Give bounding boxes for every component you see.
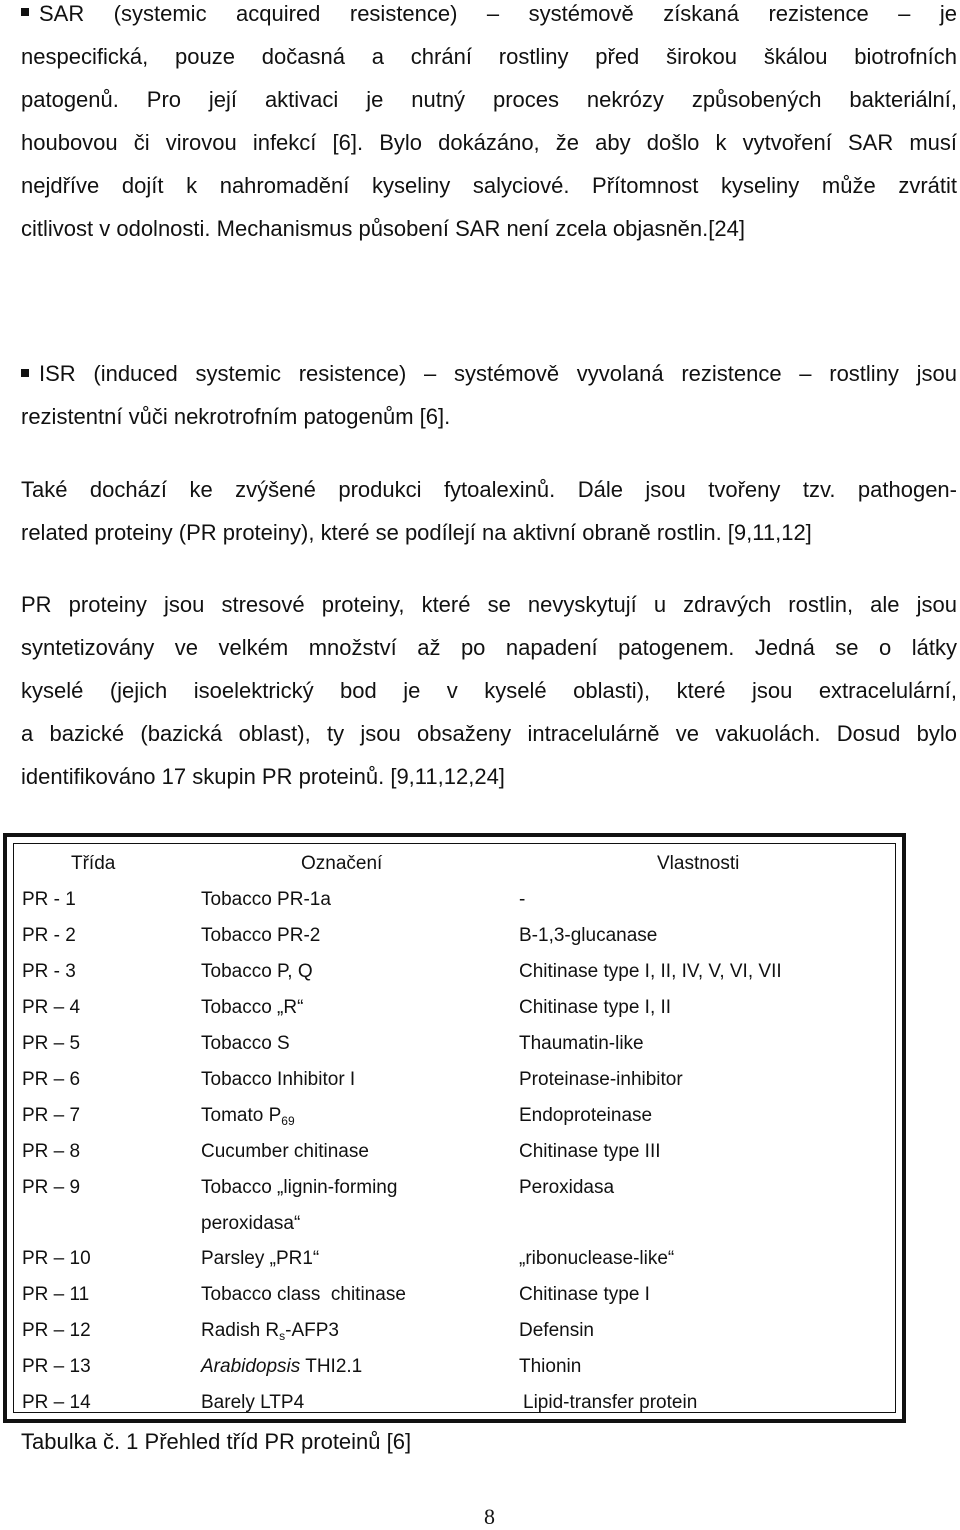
cell-property: B-1,3-glucanase [519, 925, 658, 946]
cell-property: Endoproteinase [519, 1105, 653, 1126]
text-line: kyselé (jejich isoelektrický bod je v kyselé oblasti), které jsou extracelulární, [21, 678, 957, 703]
cell-designation: Tobacco Inhibitor I [201, 1069, 356, 1090]
bullet-icon [21, 8, 29, 16]
cell-designation: Tobacco „lignin-forming [201, 1177, 398, 1198]
cell-property: Lipid-transfer protein [523, 1392, 698, 1413]
cell-property: Chitinase type I, II, IV, V, VI, VII [519, 961, 782, 982]
cell-designation: Tobacco PR-1a [201, 889, 331, 910]
pr-classes-table [3, 833, 906, 1423]
text-line: syntetizovány ve velkém množství až po napadení patogenem. Jedná se o látky [21, 635, 957, 660]
table-caption: Tabulka č. 1 Přehled tříd PR proteinů [6] [21, 1429, 412, 1454]
text-line: ISR (induced systemic resistence) – systémově vyvolaná rezistence – rostliny jsou [39, 361, 957, 386]
table-inner-frame [13, 843, 896, 1413]
cell-property: Chitinase type III [519, 1141, 661, 1162]
designation-suffix: -AFP3 [285, 1320, 340, 1341]
cell-class: PR - 1 [22, 889, 76, 910]
cell-designation [201, 1319, 339, 1348]
header-vlastnosti: Vlastnosti [657, 853, 740, 874]
text-line: houbovou či virovou infekcí [6]. Bylo dokázáno, že aby došlo k vytvoření SAR musí [21, 130, 957, 155]
cell-class: PR – 6 [22, 1069, 81, 1090]
cell-class: PR – 7 [22, 1105, 81, 1126]
page-number: 8 [484, 1504, 495, 1529]
cell-designation [201, 1355, 362, 1379]
cell-class: PR – 13 [22, 1356, 91, 1377]
cell-designation: Tobacco „R“ [201, 997, 304, 1018]
text-line: nejdříve dojít k nahromadění kyseliny salyciové. Přítomnost kyseliny může zvrátit [21, 173, 957, 198]
cell-class: PR – 8 [22, 1141, 81, 1162]
cell-class: PR – 5 [22, 1033, 81, 1054]
cell-designation: Tobacco S [201, 1033, 290, 1054]
cell-class: PR – 11 [22, 1284, 90, 1305]
header-trida: Třída [71, 853, 116, 874]
cell-designation: Tobacco PR-2 [201, 925, 321, 946]
cell-designation-cont: peroxidasa“ [201, 1213, 301, 1234]
cell-property: - [519, 889, 526, 910]
text-line: PR proteiny jsou stresové proteiny, které se nevyskytují u zdravých rostlin, ale jsou [21, 592, 957, 617]
cell-property: Peroxidasa [519, 1177, 615, 1198]
cell-class: PR – 10 [22, 1248, 91, 1269]
designation-text: Radish R [201, 1320, 280, 1341]
text-line: related proteiny (PR proteiny), které se podílejí na aktivní obraně rostlin. [9,11,12] [21, 520, 812, 545]
cell-designation: Cucumber chitinase [201, 1141, 369, 1162]
cell-class: PR - 3 [22, 961, 76, 982]
text-line: rezistentní vůči nekrotrofním patogenům [6]. [21, 404, 451, 429]
cell-designation: Tobacco class chitinase [201, 1284, 406, 1305]
subscript: s [279, 1329, 286, 1343]
cell-class: PR – 14 [22, 1392, 91, 1413]
cell-class: PR – 9 [22, 1177, 81, 1198]
cell-designation: Barely LTP4 [201, 1392, 305, 1413]
cell-property: Proteinase-inhibitor [519, 1069, 683, 1090]
cell-property: Chitinase type I [519, 1284, 650, 1305]
text-line: Také dochází ke zvýšené produkci fytoalexinů. Dále jsou tvořeny tzv. pathogen- [21, 477, 957, 502]
text-line: patogenů. Pro její aktivaci je nutný proces nekrózy způsobených bakteriální, [21, 87, 957, 112]
cell-class: PR – 12 [22, 1320, 91, 1341]
text-line: SAR (systemic acquired resistence) – systémově získaná rezistence – je [39, 1, 957, 26]
cell-designation [201, 1104, 295, 1133]
bullet-icon [21, 369, 29, 377]
cell-class: PR - 2 [22, 925, 76, 946]
text-line: citlivost v odolnosti. Mechanismus působení SAR není zcela objasněn.[24] [21, 216, 745, 241]
cell-class: PR – 4 [22, 997, 81, 1018]
species-italic: Arabidopsis [201, 1356, 301, 1377]
cell-property: Chitinase type I, II [519, 997, 672, 1018]
subscript: 69 [281, 1114, 295, 1128]
cell-designation: Tobacco P, Q [201, 961, 313, 982]
designation-text: Tomato P [201, 1105, 282, 1126]
cell-property: Thionin [519, 1356, 582, 1377]
header-oznaceni: Označení [301, 853, 383, 874]
cell-property: Defensin [519, 1320, 594, 1341]
designation-suffix: THI2.1 [300, 1356, 363, 1377]
text-line: nespecifická, pouze dočasná a chrání rostliny před širokou škálou biotrofních [21, 44, 957, 69]
cell-property: „ribonuclease-like“ [519, 1248, 675, 1269]
text-line: a bazické (bazická oblast), ty jsou obsaženy intracelulárně ve vakuolách. Dosud bylo [21, 721, 957, 746]
cell-designation: Parsley „PR1“ [201, 1248, 320, 1269]
text-line: identifikováno 17 skupin PR proteinů. [9,11,12,24] [21, 764, 505, 789]
cell-property: Thaumatin-like [519, 1033, 644, 1054]
